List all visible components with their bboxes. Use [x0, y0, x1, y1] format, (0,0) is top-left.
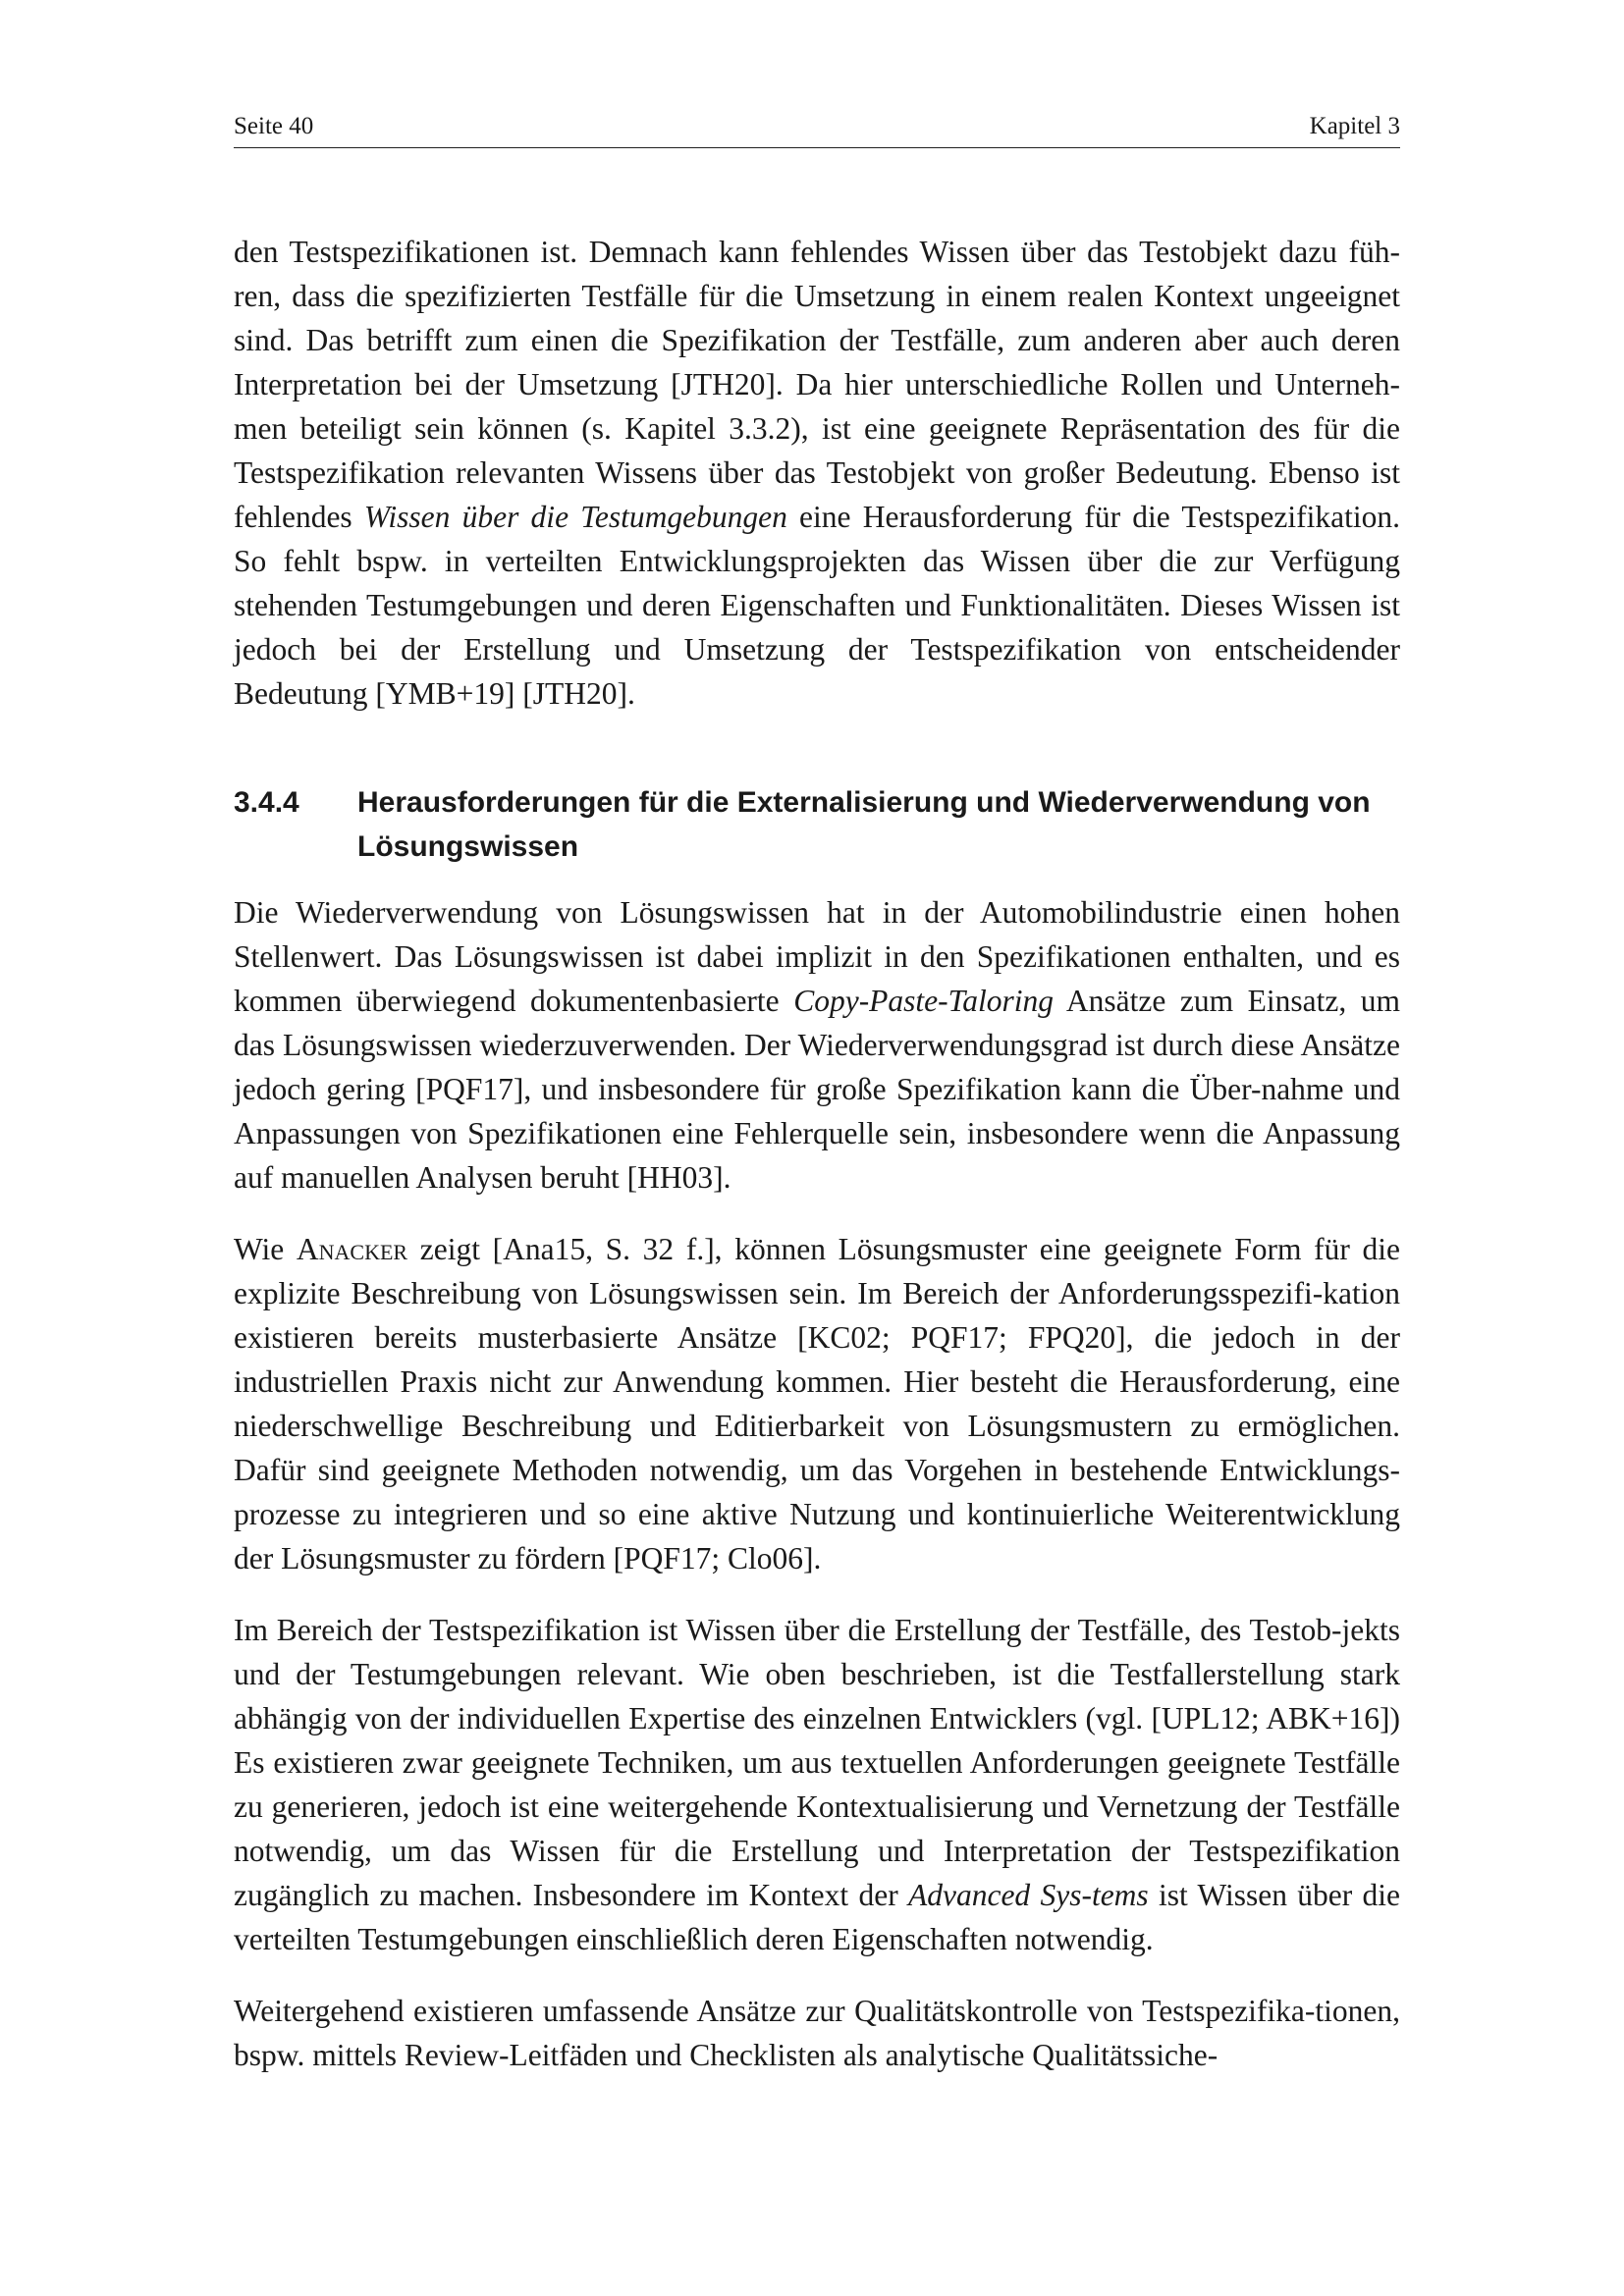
page-content — [234, 230, 1400, 2077]
section-heading — [234, 780, 1400, 869]
text-run: ist Wissen über die verteilten Testumgebungen einschließlich deren Eigenschaften notwendig. — [234, 1878, 1400, 1956]
section-title: Herausforderungen für die Externalisierung und Wiederverwendung von Lösungswissen — [357, 786, 1371, 863]
page-number-label: Seite 40 — [234, 113, 314, 139]
running-header — [234, 108, 1400, 148]
text-run: Weitergehend existieren umfassende Ansätze zur Qualitätskontrolle von Testspezifika-tionen, bspw. mittels Review-Leitfäden und Checklisten als analytische Qualitätssiche- — [234, 1994, 1400, 2072]
emphasis-text: Wissen über die Testumgebungen — [363, 500, 787, 534]
text-run: Im Bereich der Testspezifikation ist Wissen über die Erstellung der Testfälle, des Testob-jekts und der Testumgebungen relevant. Wie oben beschrieben, ist die Testfallerstellung stark abhängig von der individuellen Expertise des einzelnen Entwicklers (vgl. [UPL12; ABK+16]) Es existieren zwar geeignete Techniken, um aus textuellen Anforderungen geeignete Testfälle zu generieren, jedoch ist eine weitergehende Kontextualisierung und Vernetzung der Testfälle notwendig, um das Wissen für die Erstellung und Interpretation der Testspezifikation zugänglich zu machen. Insbesondere im Kontext der — [234, 1613, 1400, 1912]
text-run: den Testspezifikationen ist. Demnach kann fehlendes Wissen über das Testobjekt dazu füh-ren, dass die spezifizierten Testfälle für die Umsetzung in einem realen Kontext ungeeignet sind. Das betrifft zum einen die Spezifikation der Testfälle, zum anderen aber auch deren Interpretation bei der Umsetzung [JTH20]. Da hier unterschiedliche Rollen und Unterneh-men beteiligt sein können (s. Kapitel 3.3.2), ist eine geeignete Repräsentation des für die Testspezifikation relevanten Wissens über das Testobjekt von großer Bedeutung. Ebenso ist fehlendes — [234, 235, 1400, 534]
chapter-label: Kapitel 3 — [1309, 113, 1400, 139]
paragraph-qualitaetskontrolle — [234, 1989, 1400, 2077]
text-run: eine Herausforderung für die Testspezifikation. So fehlt bspw. in verteilten Entwicklungsprojekten das Wissen über die zur Verfügung stehenden Testumgebungen und deren Eigenschaften und Funktionalitäten. Dieses Wissen ist jedoch bei der Erstellung und Umsetzung der Testspezifikation von entscheidender Bedeutung [YMB+19] [JTH20]. — [234, 500, 1401, 711]
section-number: 3.4.4 — [234, 786, 299, 819]
paragraph-loesungsmuster — [234, 1227, 1400, 1580]
emphasis-text: Advanced Sys-tems — [907, 1878, 1149, 1912]
text-run: Wie — [234, 1232, 297, 1266]
emphasis-text: Copy-Paste-Taloring — [793, 984, 1055, 1018]
author-name: Anacker — [296, 1232, 408, 1266]
paragraph-testspezifikation-wissen — [234, 230, 1400, 716]
text-run: Ansätze zum Einsatz, um das Lösungswissen wiederzuverwenden. Der Wiederverwendungsgrad ist durch diese Ansätze jedoch gering [PQF17], und insbesondere für große Spezifikation kann die Über-nahme und Anpassungen von Spezifikationen eine Fehlerquelle sein, insbesondere wenn die Anpassung auf manuellen Analysen beruht [HH03]. — [234, 984, 1400, 1195]
paragraph-wiederverwendung — [234, 890, 1400, 1200]
text-run: Die Wiederverwendung von Lösungswissen hat in der Automobilindustrie einen hohen Stellenwert. Das Lösungswissen ist dabei implizit in den Spezifikationen enthalten, und es kommen überwiegend dokumentenbasierte — [234, 895, 1400, 1018]
document-page — [234, 0, 1400, 2296]
text-run: zeigt [Ana15, S. 32 f.], können Lösungsmuster eine geeignete Form für die explizite Beschreibung von Lösungswissen sein. Im Bereich der Anforderungsspezifi-kation existieren bereits musterbasierte Ansätze [KC02; PQF17; FPQ20], die jedoch in der industriellen Praxis nicht zur Anwendung kommen. Hier besteht die Herausforderung, eine niederschwellige Beschreibung und Editierbarkeit von Lösungsmustern zu ermöglichen. Dafür sind geeignete Methoden notwendig, um das Vorgehen in bestehende Entwicklungs-prozesse zu integrieren und so eine aktive Nutzung und kontinuierliche Weiterentwicklung der Lösungsmuster zu fördern [PQF17; Clo06]. — [234, 1232, 1401, 1575]
paragraph-testfallerstellung — [234, 1608, 1400, 1961]
